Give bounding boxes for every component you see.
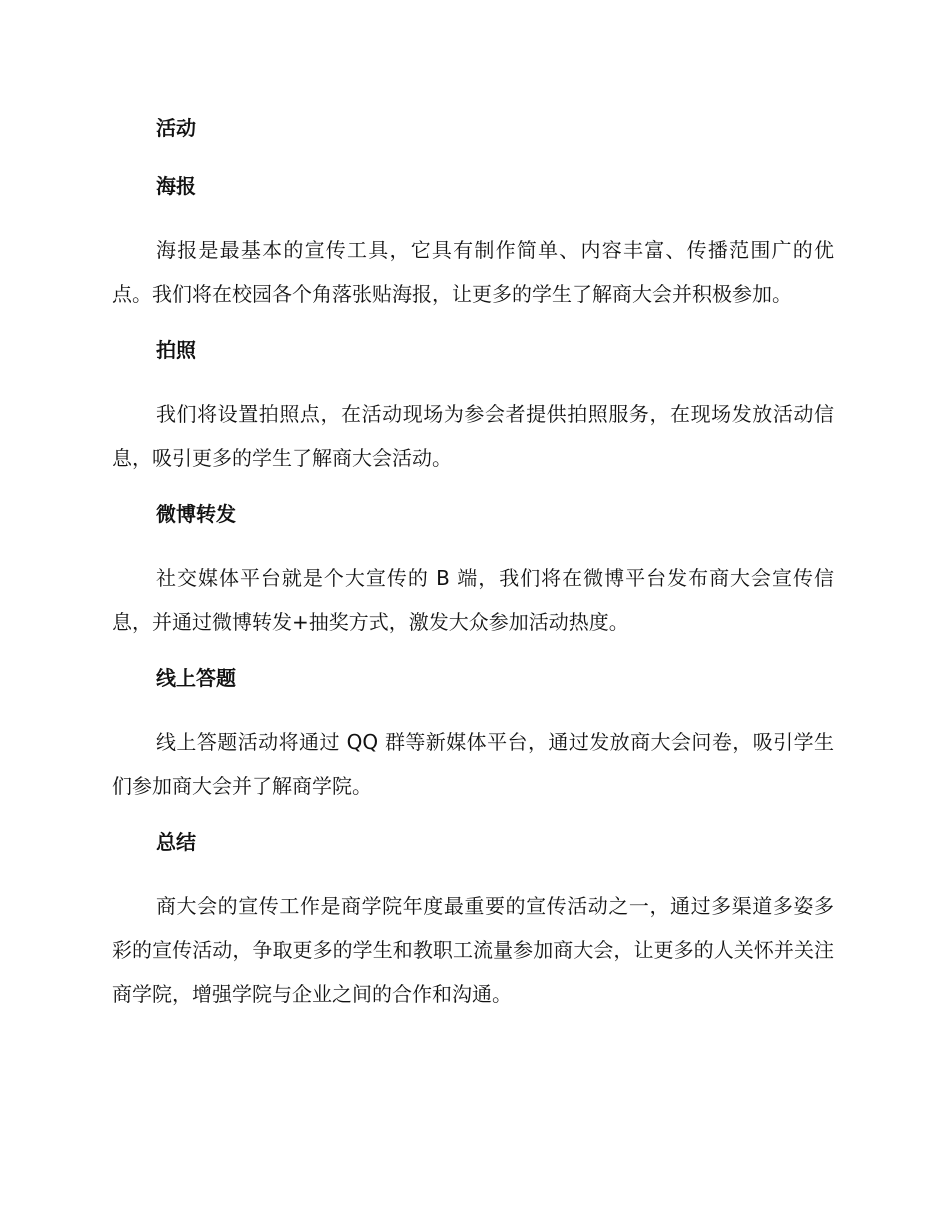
paragraph-photo: 我们将设置拍照点，在活动现场为参会者提供拍照服务，在现场发放活动信息，吸引更多的学生了解商大会活动。 <box>112 402 834 470</box>
heading-summary: 总结 <box>156 830 196 854</box>
heading-weibo: 微博转发 <box>156 502 236 526</box>
document-content <box>112 112 834 1034</box>
heading-photo: 拍照 <box>156 338 196 362</box>
heading-activities: 活动 <box>156 116 196 140</box>
paragraph-poster: 海报是最基本的宣传工具，它具有制作简单、内容丰富、传播范围广的优点。我们将在校园各个角落张贴海报，让更多的学生了解商大会并积极参加。 <box>112 238 834 306</box>
heading-poster: 海报 <box>156 174 196 198</box>
paragraph-weibo: 社交媒体平台就是个大宣传的 B 端，我们将在微博平台发布商大会宣传信息，并通过微博转发+抽奖方式，激发大众参加活动热度。 <box>112 566 834 634</box>
paragraph-online-quiz: 线上答题活动将通过 QQ 群等新媒体平台，通过发放商大会问卷，吸引学生们参加商大会并了解商学院。 <box>112 730 834 798</box>
heading-online-quiz: 线上答题 <box>156 666 236 690</box>
paragraph-summary: 商大会的宣传工作是商学院年度最重要的宣传活动之一，通过多渠道多姿多彩的宣传活动，争取更多的学生和教职工流量参加商大会，让更多的人关怀并关注商学院，增强学院与企业之间的合作和沟通。 <box>112 894 834 1006</box>
